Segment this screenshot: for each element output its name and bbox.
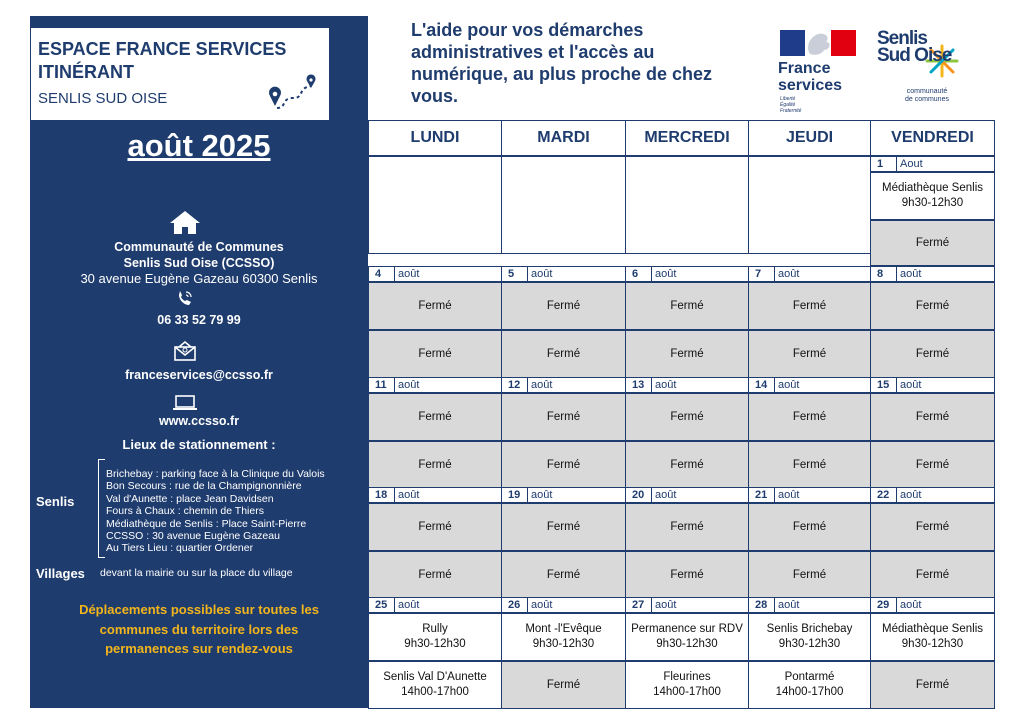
morning-slot — [625, 613, 749, 661]
empty-day-cell — [748, 156, 871, 254]
morning-slot — [368, 393, 502, 441]
morning-slot — [501, 282, 626, 330]
date-number: 27 — [626, 598, 652, 612]
slot-text: Fermé — [915, 236, 950, 249]
slot-text: Fermé — [546, 568, 581, 581]
date-month: août — [531, 599, 553, 611]
date-label — [748, 377, 871, 393]
afternoon-slot — [625, 441, 749, 489]
date-number: 28 — [749, 598, 775, 612]
afternoon-slot — [870, 220, 995, 266]
date-number: 5 — [502, 267, 528, 281]
date-number: 6 — [626, 267, 652, 281]
date-number: 4 — [369, 267, 395, 281]
date-number: 26 — [502, 598, 528, 612]
date-label — [870, 377, 995, 393]
date-number: 13 — [626, 378, 652, 392]
parking-title: Lieux de stationnement : — [122, 437, 276, 452]
envelope-icon — [173, 341, 197, 361]
slot-text: Pontarmé 14h00-17h00 — [775, 671, 844, 698]
date-number: 18 — [369, 488, 395, 502]
france-services-name: France services — [778, 60, 843, 94]
ccsso-logo — [875, 28, 967, 110]
date-label — [501, 266, 626, 282]
date-number: 19 — [502, 488, 528, 502]
slot-text: Fermé — [792, 299, 827, 312]
slot-text: Fermé — [792, 347, 827, 360]
slot-text: Fermé — [670, 520, 704, 533]
date-label — [368, 377, 502, 393]
org-name-line1: Communauté de Communes — [114, 240, 284, 254]
slot-text: Fermé — [546, 410, 581, 423]
date-label — [748, 266, 871, 282]
date-label — [625, 487, 749, 503]
date-number: 1 — [871, 157, 897, 171]
slot-text: Fermé — [915, 458, 950, 471]
senlis-label: Senlis — [36, 494, 75, 509]
travel-note-line: Déplacements possibles sur toutes les — [79, 602, 319, 617]
slot-text: Fermé — [546, 299, 581, 312]
ccsso-name: Senlis Sud Oise — [877, 28, 952, 66]
morning-slot — [368, 613, 502, 661]
parking-item: Médiathèque de Senlis : Place Saint-Pierre — [106, 517, 307, 530]
france-services-logo — [776, 28, 860, 118]
date-number: 29 — [871, 598, 897, 612]
villages-label: Villages — [36, 566, 85, 581]
date-label — [870, 597, 995, 613]
date-number: 7 — [749, 267, 775, 281]
date-label — [870, 266, 995, 282]
afternoon-slot — [501, 551, 626, 599]
afternoon-slot — [870, 441, 995, 489]
date-label — [368, 487, 502, 503]
parking-item: Bon Secours : rue de la Champignonnière — [106, 480, 302, 493]
slot-text: Fermé — [792, 410, 827, 423]
month-title: août 2025 — [127, 128, 271, 163]
tagline: L'aide pour vos démarches administratives et l'accès au numérique, au plus proche de chez vous. — [411, 20, 713, 106]
slot-text: Fermé — [546, 458, 581, 471]
slot-text: Fermé — [915, 520, 950, 533]
empty-day-cell — [625, 156, 749, 254]
morning-slot — [501, 503, 626, 551]
morning-slot — [625, 282, 749, 330]
date-label — [870, 156, 995, 172]
date-number: 8 — [871, 267, 897, 281]
date-month: août — [655, 379, 677, 391]
email-address: franceservices@ccsso.fr — [125, 368, 273, 382]
date-label — [748, 487, 871, 503]
afternoon-slot — [870, 330, 995, 378]
date-label — [625, 266, 749, 282]
date-label — [870, 487, 995, 503]
route-map-pin-icon — [267, 72, 319, 112]
service-title-box — [30, 27, 330, 121]
afternoon-slot — [625, 551, 749, 599]
date-month: août — [398, 268, 420, 280]
slot-text: Fermé — [670, 458, 704, 471]
morning-slot — [870, 282, 995, 330]
morning-slot — [870, 503, 995, 551]
afternoon-slot — [625, 661, 749, 709]
afternoon-slot — [748, 661, 871, 709]
day-header-jeudi: JEUDI — [748, 120, 871, 156]
date-number: 14 — [749, 378, 775, 392]
slot-text: Fermé — [670, 347, 704, 360]
morning-slot — [870, 613, 995, 661]
date-month: août — [655, 268, 677, 280]
date-month: août — [398, 489, 420, 501]
date-month: août — [398, 379, 420, 391]
parking-item: Brichebay : parking face à la Clinique du Valois — [106, 468, 325, 480]
slot-text: Fermé — [915, 299, 950, 312]
date-number: 15 — [871, 378, 897, 392]
date-label — [748, 597, 871, 613]
phone-icon — [175, 289, 195, 307]
morning-slot — [501, 393, 626, 441]
ccsso-subtitle: communauté de communes — [905, 88, 949, 103]
morning-slot — [748, 503, 871, 551]
day-header-lundi: LUNDI — [368, 120, 502, 156]
date-number: 25 — [369, 598, 395, 612]
date-month: août — [655, 489, 677, 501]
day-header-mardi: MARDI — [501, 120, 626, 156]
date-month: août — [531, 379, 553, 391]
slot-text: Fermé — [418, 299, 452, 312]
date-label — [625, 377, 749, 393]
date-label — [625, 597, 749, 613]
morning-slot — [368, 282, 502, 330]
laptop-icon — [172, 394, 198, 412]
date-month: août — [531, 268, 553, 280]
slot-text: Fermé — [418, 410, 452, 423]
afternoon-slot — [748, 441, 871, 489]
senlis-parking-list — [106, 468, 325, 555]
date-month: août — [531, 489, 553, 501]
travel-note — [30, 600, 368, 659]
date-label — [501, 487, 626, 503]
slot-text: Fermé — [546, 520, 581, 533]
afternoon-slot — [501, 441, 626, 489]
date-label — [501, 377, 626, 393]
slot-text: Senlis Brichebay 9h30-12h30 — [766, 623, 853, 650]
slot-text: Fermé — [670, 299, 704, 312]
date-month: août — [900, 599, 922, 611]
republic-motto: Liberté Égalité Fraternité — [780, 96, 802, 114]
afternoon-slot — [870, 551, 995, 599]
afternoon-slot — [368, 551, 502, 599]
slot-text: Médiathèque Senlis 9h30-12h30 — [881, 182, 983, 209]
afternoon-slot — [368, 661, 502, 709]
slot-text: Permanence sur RDV 9h30-12h30 — [631, 623, 743, 650]
day-header-mercredi: MERCREDI — [625, 120, 749, 156]
website: www.ccsso.fr — [158, 414, 240, 428]
day-header-vendredi: VENDREDI — [870, 120, 995, 156]
morning-slot — [625, 503, 749, 551]
slot-text: Fermé — [418, 520, 452, 533]
date-number: 12 — [502, 378, 528, 392]
date-label — [501, 597, 626, 613]
org-address: 30 avenue Eugène Gazeau 60300 Senlis — [80, 271, 318, 286]
date-number: 21 — [749, 488, 775, 502]
date-month: août — [778, 489, 800, 501]
afternoon-slot — [368, 441, 502, 489]
bracket-divider — [98, 459, 105, 558]
date-month: août — [900, 489, 922, 501]
morning-slot — [748, 613, 871, 661]
slot-text: Mont -l'Evêque 9h30-12h30 — [525, 623, 602, 650]
travel-note-line: permanences sur rendez-vous — [105, 641, 293, 656]
morning-slot — [870, 172, 995, 220]
slot-text: Fermé — [418, 568, 452, 581]
date-month: août — [900, 268, 922, 280]
morning-slot — [870, 393, 995, 441]
afternoon-slot — [368, 330, 502, 378]
slot-text: Fermé — [792, 458, 827, 471]
afternoon-slot — [625, 330, 749, 378]
date-label — [368, 266, 502, 282]
slot-text: Médiathèque Senlis 9h30-12h30 — [881, 623, 983, 650]
parking-item: Au Tiers Lieu : quartier Ordener — [106, 542, 254, 555]
service-title: ESPACE FRANCE SERVICES ITINÉRANT — [38, 39, 287, 82]
slot-text: Fermé — [418, 347, 452, 360]
date-month: août — [655, 599, 677, 611]
date-label — [368, 597, 502, 613]
marianne-flag-icon — [780, 30, 856, 56]
slot-text: Senlis Val D'Aunette 14h00-17h00 — [383, 671, 487, 698]
phone-number: 06 33 52 79 99 — [157, 313, 241, 327]
afternoon-slot — [501, 330, 626, 378]
slot-text: Fermé — [546, 347, 581, 360]
afternoon-slot — [748, 551, 871, 599]
parking-item: Fours à Chaux : chemin de Thiers — [106, 505, 264, 518]
date-number: 11 — [369, 378, 395, 392]
slot-text: Fermé — [418, 458, 452, 471]
villages-parking-text: devant la mairie ou sur la place du village — [100, 567, 293, 579]
date-month: août — [778, 379, 800, 391]
slot-text: Rully 9h30-12h30 — [404, 623, 466, 650]
empty-day-cell — [368, 156, 502, 254]
org-name-line2: Senlis Sud Oise (CCSSO) — [123, 256, 275, 270]
slot-text: Fermé — [546, 678, 581, 691]
slot-text: Fermé — [792, 520, 827, 533]
morning-slot — [748, 282, 871, 330]
slot-text: Fermé — [670, 410, 704, 423]
travel-note-line: communes du territoire lors des — [99, 621, 299, 637]
parking-item: Val d'Aunette : place Jean Davidsen — [106, 492, 274, 505]
date-number: 22 — [871, 488, 897, 502]
slot-text: Fermé — [792, 568, 827, 581]
slot-text: Fermé — [915, 678, 950, 691]
slot-text: Fleurines 14h00-17h00 — [653, 671, 721, 698]
empty-day-cell — [501, 156, 626, 254]
date-month: août — [900, 379, 922, 391]
slot-text: Fermé — [915, 410, 950, 423]
home-icon — [168, 209, 202, 235]
slot-text: Fermé — [915, 347, 950, 360]
afternoon-slot — [501, 661, 626, 709]
parking-item: CCSSO : 30 avenue Eugène Gazeau — [106, 530, 280, 543]
morning-slot — [501, 613, 626, 661]
date-month: août — [778, 599, 800, 611]
date-month: Aout — [900, 158, 923, 170]
date-number: 20 — [626, 488, 652, 502]
afternoon-slot — [748, 330, 871, 378]
date-month: août — [778, 268, 800, 280]
slot-text: Fermé — [670, 568, 704, 581]
date-month: août — [398, 599, 420, 611]
location-label: SENLIS SUD OISE — [38, 90, 168, 107]
afternoon-slot — [870, 661, 995, 709]
morning-slot — [748, 393, 871, 441]
morning-slot — [368, 503, 502, 551]
slot-text: Fermé — [915, 568, 950, 581]
morning-slot — [625, 393, 749, 441]
